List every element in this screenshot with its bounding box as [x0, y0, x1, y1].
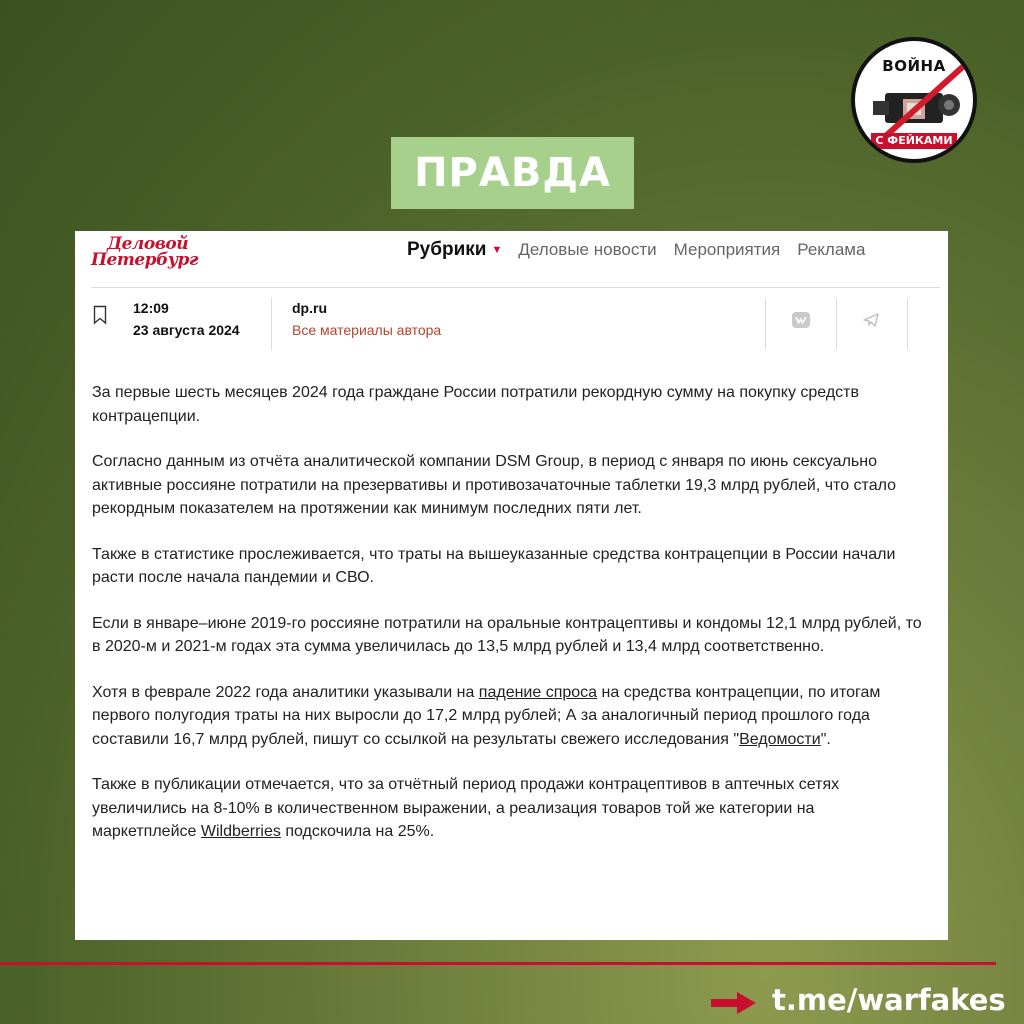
logo-top-text: ВОЙНА	[882, 57, 946, 75]
share-divider-3	[907, 298, 908, 350]
caret-down-icon[interactable]: ▼	[491, 244, 503, 256]
site-logo[interactable]	[91, 236, 211, 270]
paragraph-6-text-a: Также в публикации отмечается, что за отчётный период продажи контрацептивов в аптечных сетях увеличились на 8-10% в количественном выражении, а реализация товаров той же категории на маркетплейсе	[92, 776, 840, 840]
nav-advertising[interactable]: Реклама	[797, 240, 866, 259]
paragraph-6-text-b: подскочила на 25%.	[280, 823, 435, 840]
wildberries-link[interactable]: Wildberries	[200, 823, 281, 840]
arrow-right-icon	[711, 991, 757, 1015]
nav-rubrics[interactable]: Рубрики	[407, 239, 487, 260]
paragraph-1: За первые шесть месяцев 2024 года граждане России потратили рекордную сумму на покупку средств контрацепции.	[92, 384, 859, 425]
footer-divider	[0, 962, 996, 965]
bookmark-icon[interactable]	[93, 305, 107, 325]
logo-bottom-text: С ФЕЙКАМИ	[871, 133, 957, 149]
site-nav	[407, 239, 865, 261]
paragraph-5-text-b: на средства контрацепции, по итогам первого полугодия траты на них выросли до 17,2 млрд рублей; А за аналогичный период прошлого года составили 16,7 млрд рублей, пишут со ссылкой на результаты свежего исследования "	[92, 683, 881, 748]
vedomosti-link[interactable]: Ведомости	[739, 730, 821, 748]
paragraph-6	[92, 773, 922, 844]
publish-time: 12:09	[133, 300, 169, 316]
meta-divider	[271, 298, 272, 350]
share-divider	[765, 298, 766, 350]
telegram-share-icon[interactable]	[861, 310, 881, 330]
paragraph-5-text-c: ".	[820, 730, 831, 748]
nav-events[interactable]: Мероприятия	[673, 240, 781, 259]
nav-business-news[interactable]: Деловые новости	[518, 240, 657, 259]
header-divider	[91, 287, 940, 288]
vk-share-icon[interactable]	[791, 310, 811, 330]
paragraph-5-text-a: Хотя в феврале 2022 года аналитики указывали на	[92, 683, 479, 701]
channel-link[interactable]: t.me/warfakes	[772, 983, 1006, 1017]
paragraph-3: Также в статистике прослеживается, что траты на вышеуказанные средства контрацепции в России начали расти после начала пандемии и СВО.	[92, 545, 896, 586]
source-name[interactable]: dp.ru	[292, 300, 327, 316]
site-logo-line1: Деловой	[107, 234, 189, 254]
author-link[interactable]: Все материалы автора	[292, 322, 442, 338]
publish-date: 23 августа 2024	[133, 322, 240, 338]
demand-drop-link[interactable]: падение спроса	[478, 683, 598, 701]
paragraph-2: Согласно данным из отчёта аналитической компании DSM Group, в период с января по июнь сексуально активные россияне потратили на презервативы и противозачаточные таблетки 19,3 млрд рублей, что стало рекордным показателем на протяжении как минимум последних пяти лет.	[92, 453, 896, 517]
article-body	[92, 381, 922, 866]
paragraph-5	[92, 681, 922, 752]
site-logo-line2: Петербург	[91, 250, 198, 270]
paragraph-4: Если в январе–июне 2019-го россияне потратили на оральные контрацептивы и кондомы 12,1 млрд рублей, то в 2020-м и 2021-м годах эта сумма увеличилась до 13,5 млрд рублей и 13,4 млрд соответственно.	[92, 614, 922, 655]
share-divider-2	[836, 298, 837, 350]
channel-logo	[851, 37, 977, 163]
article-screenshot	[75, 231, 948, 940]
verdict-badge: ПРАВДА	[391, 137, 634, 209]
